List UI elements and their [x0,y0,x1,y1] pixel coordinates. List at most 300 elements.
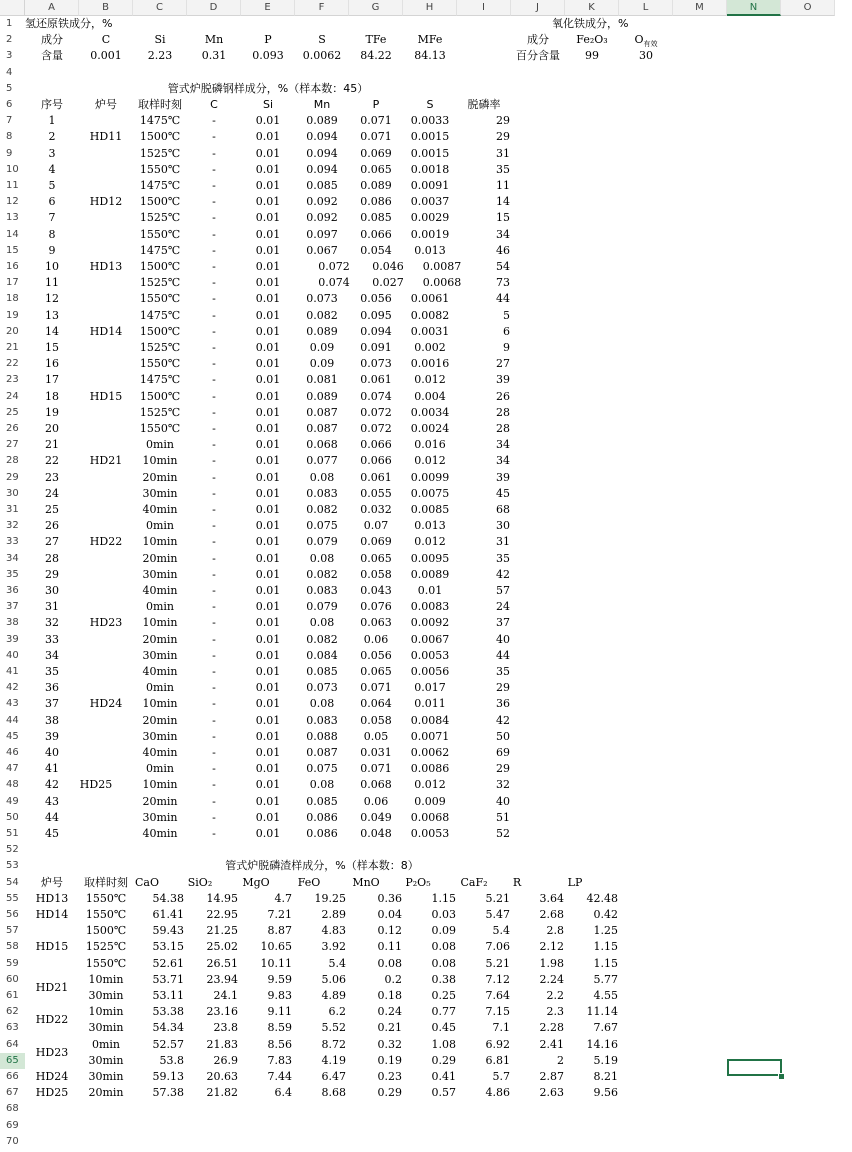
steel-seq: 7 [48,211,56,225]
steel-dephos-rate: 5 [503,308,510,322]
row-header-23[interactable]: 23 [0,372,25,388]
row-header-60[interactable]: 60 [0,972,25,988]
steel-time: 1475℃ [139,308,181,322]
slag-value: 21.25 [206,924,238,938]
slag-value: 2.24 [539,972,564,986]
slag-value: 6.92 [485,1037,510,1051]
steel-p: 0.071 [360,130,392,144]
slag-value: 0.08 [377,956,402,970]
column-header-A[interactable]: A [25,0,79,16]
row-header-50[interactable]: 50 [0,810,25,826]
row-header-51[interactable]: 51 [0,826,25,842]
steel-c: - [212,778,216,792]
slag-value: 2.2 [546,989,564,1002]
steel-dephos-rate: 54 [496,260,510,273]
row-header-46[interactable]: 46 [0,745,25,761]
slag-value: 3.64 [539,891,564,905]
steel-s: 0.0095 [410,551,450,565]
slag-header: 炉号 [41,875,63,889]
steel-time: 1475℃ [139,114,181,128]
column-header-H[interactable]: H [403,0,457,16]
steel-mn: 0.073 [306,681,338,695]
row-header-19[interactable]: 19 [0,308,25,324]
steel-title: 管式炉脱磷钢样成分，%（样本数：45） [167,81,369,95]
steel-dephos-rate: 32 [496,778,510,792]
steel-c: - [212,665,216,678]
steel-si: 0.01 [255,357,281,371]
row-header-12[interactable]: 12 [0,194,25,210]
row-header-33[interactable]: 33 [0,534,25,550]
steel-p: 0.069 [360,146,392,160]
steel-mn: 0.08 [309,470,335,484]
steel-s: 0.012 [414,778,446,792]
steel-si: 0.01 [255,438,281,452]
steel-time: 20min [142,794,178,808]
row-header-21[interactable]: 21 [0,340,25,356]
steel-time: 10min [142,697,178,711]
steel-p: 0.05 [363,729,389,743]
fill-handle[interactable] [778,1073,785,1080]
row-header-16[interactable]: 16 [0,259,25,275]
steel-p: 0.06 [363,632,389,646]
steel-si: 0.01 [255,243,281,257]
steel-p: 0.061 [360,470,392,484]
row-header-56[interactable]: 56 [0,907,25,923]
steel-time: 1525℃ [139,276,181,290]
steel-s: 0.0024 [410,422,450,435]
steel-p: 0.063 [360,616,392,630]
slag-furnace-label: HD21 [35,980,69,994]
row-header-65[interactable]: 65 [0,1053,25,1069]
slag-value: 7.21 [267,908,292,921]
steel-s: 0.0082 [410,308,450,322]
steel-mn: 0.074 [318,276,350,290]
steel-seq: 43 [45,794,59,808]
slag-header: LP [567,875,583,889]
steel-dephos-rate: 29 [496,762,510,776]
slag-value: 0.41 [431,1070,456,1083]
slag-time: 1550℃ [85,891,127,905]
steel-header: 序号 [41,98,63,111]
slag-value: 0.29 [377,1086,402,1100]
steel-s: 0.012 [414,535,446,549]
steel-si: 0.01 [255,810,281,824]
steel-dephos-rate: 40 [496,794,510,808]
steel-seq: 29 [45,567,59,581]
iron-header: Mn [204,33,224,47]
iron-row-label: 含量 [41,49,63,63]
steel-mn: 0.068 [306,438,338,452]
column-header-N[interactable]: N [727,0,781,16]
steel-dephos-rate: 57 [496,584,510,597]
row-header-35[interactable]: 35 [0,567,25,583]
steel-seq: 44 [45,810,59,824]
steel-dephos-rate: 9 [503,341,510,354]
steel-si: 0.01 [255,308,281,322]
slag-value: 61.41 [152,908,184,921]
steel-dephos-rate: 42 [496,567,510,581]
steel-si: 0.01 [255,276,281,290]
row-header-48[interactable]: 48 [0,777,25,793]
steel-time: 0min [145,600,175,614]
steel-dephos-rate: 14 [496,195,510,209]
row-header-9[interactable]: 9 [0,146,25,162]
steel-furnace-label: HD14 [89,324,123,338]
row-header-57[interactable]: 57 [0,923,25,939]
steel-si: 0.01 [255,389,281,403]
slag-value: 4.7 [274,891,292,905]
row-header-69[interactable]: 69 [0,1118,25,1134]
slag-value: 2.89 [321,908,346,921]
column-header-K[interactable]: K [565,0,619,16]
column-header-M[interactable]: M [673,0,727,16]
row-header-58[interactable]: 58 [0,939,25,955]
steel-si: 0.01 [255,470,281,484]
row-header-43[interactable]: 43 [0,696,25,712]
slag-time: 30min [88,1070,124,1083]
row-header-59[interactable]: 59 [0,956,25,972]
steel-p: 0.069 [360,535,392,549]
slag-value: 0.77 [431,1005,456,1019]
steel-mn: 0.089 [306,389,338,403]
steel-p: 0.043 [360,584,392,597]
slag-value: 53.8 [159,1053,184,1067]
slag-value: 11.14 [586,1005,618,1019]
slag-value: 7.64 [485,989,510,1002]
slag-value: 53.11 [152,989,184,1002]
steel-p: 0.073 [360,357,392,371]
row-header-8[interactable]: 8 [0,129,25,145]
row-header-20[interactable]: 20 [0,324,25,340]
row-header-38[interactable]: 38 [0,615,25,631]
column-header-L[interactable]: L [619,0,673,16]
row-header-22[interactable]: 22 [0,356,25,372]
slag-value: 7.12 [485,972,510,986]
steel-s: 0.0071 [410,729,450,743]
steel-si: 0.01 [255,729,281,743]
steel-dephos-rate: 29 [496,130,510,144]
steel-p: 0.061 [360,373,392,387]
steel-seq: 36 [45,681,59,695]
steel-furnace-label: HD12 [89,195,123,209]
slag-value: 1.15 [593,940,618,954]
row-header-70[interactable]: 70 [0,1134,25,1150]
slag-value: 4.86 [485,1086,510,1100]
steel-s: 0.0075 [410,486,450,500]
steel-time: 1475℃ [139,373,181,387]
steel-seq: 15 [45,341,59,354]
column-header-D[interactable]: D [187,0,241,16]
steel-p: 0.066 [360,438,392,452]
slag-value: 26.9 [213,1053,238,1067]
steel-si: 0.01 [255,454,281,468]
steel-c: - [212,746,216,759]
slag-value: 23.16 [206,1005,238,1019]
steel-p: 0.071 [360,114,392,128]
row-header-32[interactable]: 32 [0,518,25,534]
steel-time: 1550℃ [139,162,181,176]
steel-si: 0.01 [255,567,281,581]
steel-s: 0.0053 [410,648,450,662]
steel-dephos-rate: 26 [496,389,510,403]
row-header-1[interactable]: 1 [0,16,25,32]
steel-p: 0.054 [360,243,392,257]
column-header-F[interactable]: F [295,0,349,16]
steel-s: 0.004 [414,389,446,403]
steel-seq: 38 [45,713,59,727]
row-header-45[interactable]: 45 [0,729,25,745]
steel-c: - [212,648,216,662]
steel-header: Si [262,98,274,111]
steel-dephos-rate: 24 [496,600,510,614]
steel-s: 0.0085 [410,503,450,516]
steel-p: 0.055 [360,486,392,500]
slag-time: 30min [88,989,124,1002]
slag-value: 2.87 [539,1070,564,1083]
row-header-2[interactable]: 2 [0,32,25,48]
row-header-37[interactable]: 37 [0,599,25,615]
steel-dephos-rate: 37 [496,616,510,630]
slag-value: 5.21 [485,956,510,970]
steel-c: - [212,260,216,273]
steel-p: 0.046 [372,260,404,273]
steel-header: 取样时刻 [138,98,182,111]
steel-si: 0.01 [255,632,281,646]
slag-value: 0.57 [431,1086,456,1100]
steel-mn: 0.08 [309,551,335,565]
steel-c: - [212,762,216,776]
row-header-11[interactable]: 11 [0,178,25,194]
steel-c: - [212,341,216,354]
steel-p: 0.031 [360,746,392,759]
steel-s: 0.0037 [410,195,450,209]
steel-p: 0.076 [360,600,392,614]
steel-dephos-rate: 39 [496,470,510,484]
steel-c: - [212,357,216,371]
slag-value: 0.03 [431,908,456,921]
steel-mn: 0.08 [309,778,335,792]
steel-seq: 30 [45,584,59,597]
steel-furnace-label: HD11 [89,130,123,144]
column-header-O[interactable]: O [781,0,835,16]
row-header-26[interactable]: 26 [0,421,25,437]
steel-p: 0.094 [360,324,392,338]
slag-value: 2.41 [539,1037,564,1051]
steel-c: - [212,308,216,322]
row-header-5[interactable]: 5 [0,81,25,97]
row-header-55[interactable]: 55 [0,891,25,907]
steel-dephos-rate: 46 [496,243,510,257]
steel-header: C [210,98,218,111]
column-header-B[interactable]: B [79,0,133,16]
steel-furnace-label: HD23 [89,616,123,630]
row-header-62[interactable]: 62 [0,1004,25,1020]
row-header-49[interactable]: 49 [0,794,25,810]
row-header-3[interactable]: 3 [0,48,25,64]
row-header-44[interactable]: 44 [0,713,25,729]
slag-value: 6.47 [321,1070,346,1083]
slag-value: 7.44 [267,1070,292,1083]
column-header-J[interactable]: J [511,0,565,16]
slag-value: 20.63 [206,1070,238,1083]
row-header-47[interactable]: 47 [0,761,25,777]
steel-header: 脱磷率 [467,98,501,111]
steel-seq: 23 [45,470,59,484]
column-header-C[interactable]: C [133,0,187,16]
row-header-63[interactable]: 63 [0,1020,25,1036]
steel-si: 0.01 [255,827,281,840]
slag-header: 取样时刻 [84,875,128,889]
row-header-27[interactable]: 27 [0,437,25,453]
row-header-28[interactable]: 28 [0,453,25,469]
steel-mn: 0.09 [309,357,335,371]
steel-time: 30min [142,810,178,824]
steel-time: 1525℃ [139,341,181,354]
slag-value: 0.2 [384,972,402,986]
steel-c: - [212,729,216,743]
slag-value: 5.7 [492,1070,510,1083]
row-header-40[interactable]: 40 [0,648,25,664]
steel-seq: 1 [48,114,56,128]
steel-si: 0.01 [255,179,281,192]
steel-mn: 0.08 [309,616,335,630]
column-header-I[interactable]: I [457,0,511,16]
row-header-52[interactable]: 52 [0,842,25,858]
row-header-6[interactable]: 6 [0,97,25,113]
steel-c: - [212,470,216,484]
row-header-36[interactable]: 36 [0,583,25,599]
steel-header: 炉号 [95,98,117,111]
slag-value: 0.21 [377,1021,402,1035]
steel-s: 0.0091 [410,179,450,192]
steel-seq: 17 [45,373,59,387]
row-header-4[interactable]: 4 [0,65,25,81]
steel-seq: 2 [48,130,56,144]
steel-furnace-label: HD24 [89,697,123,711]
slag-value: 5.21 [485,891,510,905]
row-header-53[interactable]: 53 [0,858,25,874]
row-header-41[interactable]: 41 [0,664,25,680]
steel-header: P [372,98,380,111]
steel-c: - [212,292,216,306]
column-header-E[interactable]: E [241,0,295,16]
row-header-18[interactable]: 18 [0,291,25,307]
steel-c: - [212,146,216,160]
slag-value: 53.15 [152,940,184,954]
slag-furnace-label: HD23 [35,1045,69,1059]
row-header-61[interactable]: 61 [0,988,25,1004]
column-header-G[interactable]: G [349,0,403,16]
steel-mn: 0.082 [306,567,338,581]
row-header-10[interactable]: 10 [0,162,25,178]
row-header-34[interactable]: 34 [0,551,25,567]
row-header-64[interactable]: 64 [0,1037,25,1053]
steel-s: 0.0083 [410,600,450,614]
slag-header: R [512,875,522,889]
steel-seq: 27 [45,535,59,549]
steel-c: - [212,438,216,452]
row-header-7[interactable]: 7 [0,113,25,129]
steel-dephos-rate: 39 [496,373,510,387]
row-header-54[interactable]: 54 [0,875,25,891]
row-header-29[interactable]: 29 [0,470,25,486]
steel-c: - [212,422,216,435]
steel-c: - [212,179,216,192]
row-header-67[interactable]: 67 [0,1085,25,1101]
steel-mn: 0.072 [318,260,350,273]
steel-s: 0.0015 [410,146,450,160]
steel-mn: 0.092 [306,195,338,209]
steel-si: 0.01 [255,681,281,695]
steel-seq: 35 [45,665,59,678]
row-header-13[interactable]: 13 [0,210,25,226]
steel-dephos-rate: 68 [496,503,510,516]
steel-si: 0.01 [255,778,281,792]
steel-mn: 0.084 [306,648,338,662]
select-all-corner[interactable] [0,0,25,16]
steel-time: 30min [142,567,178,581]
steel-dephos-rate: 42 [496,713,510,727]
slag-time: 30min [88,1053,124,1067]
steel-dephos-rate: 69 [496,746,510,759]
slag-value: 4.19 [321,1053,346,1067]
slag-furnace-label: HD13 [35,891,69,905]
slag-value: 2.63 [539,1086,564,1100]
slag-header: SiO₂ [187,875,213,889]
slag-value: 24.1 [213,989,238,1002]
steel-s: 0.013 [414,519,446,533]
steel-time: 1550℃ [139,422,181,435]
steel-time: 1550℃ [139,357,181,371]
slag-value: 5.52 [321,1021,346,1035]
row-header-30[interactable]: 30 [0,486,25,502]
steel-p: 0.032 [360,503,392,516]
steel-s: 0.0053 [410,827,450,840]
steel-mn: 0.079 [306,600,338,614]
steel-si: 0.01 [255,762,281,776]
steel-c: - [212,503,216,516]
row-header-14[interactable]: 14 [0,227,25,243]
steel-dephos-rate: 40 [496,632,510,646]
steel-si: 0.01 [255,713,281,727]
steel-si: 0.01 [255,292,281,306]
slag-time: 1550℃ [85,956,127,970]
row-header-24[interactable]: 24 [0,389,25,405]
row-header-66[interactable]: 66 [0,1069,25,1085]
active-cell-selection[interactable] [727,1059,782,1076]
slag-value: 0.29 [431,1053,456,1067]
row-header-15[interactable]: 15 [0,243,25,259]
row-header-68[interactable]: 68 [0,1101,25,1117]
slag-value: 52.57 [152,1037,184,1051]
steel-time: 1500℃ [139,389,181,403]
row-header-31[interactable]: 31 [0,502,25,518]
slag-value: 57.38 [152,1086,184,1100]
slag-value: 25.02 [206,940,238,954]
steel-dephos-rate: 35 [496,162,510,176]
steel-dephos-rate: 31 [496,146,510,160]
slag-value: 5.19 [593,1053,618,1067]
row-header-39[interactable]: 39 [0,632,25,648]
steel-mn: 0.094 [306,162,338,176]
steel-header: Mn [313,98,331,111]
row-header-25[interactable]: 25 [0,405,25,421]
steel-c: - [212,551,216,565]
slag-value: 10.65 [260,940,292,954]
row-header-17[interactable]: 17 [0,275,25,291]
slag-furnace-label: HD15 [35,940,69,954]
row-header-42[interactable]: 42 [0,680,25,696]
